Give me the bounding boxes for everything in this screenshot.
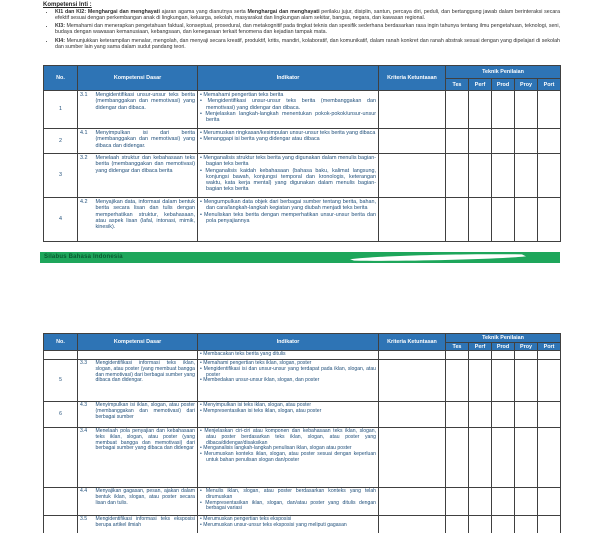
indikator-bullet: • Memahami pengertian teks berita <box>200 92 284 98</box>
indikator-bullet: • Membedakan unsur-unsur iklan, slogan, dan poster <box>200 377 320 384</box>
indikator-cell <box>198 402 379 428</box>
indikator-cell <box>198 516 379 533</box>
kd-number-cell <box>78 351 94 360</box>
teknik-cell <box>538 129 561 154</box>
teknik-cell <box>492 198 515 242</box>
teknik-cell <box>469 360 492 402</box>
table-row <box>44 360 561 402</box>
table-row <box>44 91 561 129</box>
teknik-cell <box>446 154 469 198</box>
kriteria-cell <box>379 351 446 360</box>
teknik-cell <box>515 198 538 242</box>
row-number-cell: 5 <box>44 360 78 402</box>
row-number-cell <box>44 516 78 533</box>
col-header-no: No. <box>44 66 78 91</box>
indikator-bullet: • Merumuskan ringkasan/kesimpulan unsur-unsur teks berita yang dibaca <box>200 130 376 136</box>
teknik-cell <box>492 428 515 488</box>
teknik-cell <box>515 360 538 402</box>
indikator-cell <box>198 198 379 242</box>
teknik-cell <box>538 351 561 360</box>
teknik-cell <box>469 488 492 516</box>
table-row <box>44 351 561 360</box>
indikator-bullet: • Mempresentasikan isi teks iklan, slogan, atau poster <box>200 407 322 414</box>
col-header-teknik-sub: Perf <box>469 79 492 91</box>
teknik-cell <box>538 488 561 516</box>
kd-text-cell <box>94 351 198 360</box>
teknik-cell <box>515 516 538 533</box>
teknik-cell <box>538 360 561 402</box>
indikator-bullet: • Menganalisis struktur teks berita yang digunakan dalam menulis bagian-bagian teks berita <box>200 155 376 168</box>
kompetensi-inti-item: • KI4: Menunjukkan keterampilan menalar, mengolah, dan menyaji secara kreatif, produktif, kritis, mandiri, kolaboratif, dan komunikatif, dalam ranah konkret dan ranah abstrak sesuai dengan yang dipelajari di sekolah dan sumber lain yang sama dalam sudut pandang teori. <box>55 39 560 50</box>
teknik-cell <box>515 129 538 154</box>
teknik-cell <box>492 91 515 129</box>
col-header-teknik-sub: Perf <box>469 343 492 351</box>
col-header-teknik-sub: Prod <box>492 79 515 91</box>
divider-bar-label: Silabus Bahasa Indonesia <box>44 254 123 260</box>
indikator-bullet: • Memahami pengertian teks iklan, slogan, poster <box>200 360 312 366</box>
col-header-kompetensi-dasar: Kompetensi Dasar <box>78 334 198 351</box>
swoosh-decoration-icon <box>348 253 528 262</box>
kriteria-cell <box>379 198 446 242</box>
table-row <box>44 129 561 154</box>
teknik-cell <box>492 351 515 360</box>
indikator-bullet: • Membacakan teks berita yang ditulis <box>200 351 286 357</box>
teknik-cell <box>492 129 515 154</box>
kd-number-cell: 4.2 <box>78 198 94 242</box>
row-number-cell: 1 <box>44 91 78 129</box>
kd-text-cell: Mengidentifikasi informasi teks iklan, slogan, atau poster (yang membuat bangga dan memotivasi) dari berbagai sumber yang dibaca dan didengar. <box>94 360 198 402</box>
col-header-indikator: Indikator <box>198 334 379 351</box>
teknik-cell <box>492 488 515 516</box>
teknik-cell <box>492 154 515 198</box>
teknik-cell <box>446 129 469 154</box>
kd-text-cell: Mengidentifikasi unsur-unsur teks berita (membanggakan dan memotivasi) yang didengar dan dibaca. <box>94 91 198 129</box>
row-number-cell: 6 <box>44 402 78 428</box>
indikator-cell <box>198 91 379 129</box>
kd-text-cell: Menelaah pola penyajian dan kebahasaan teks iklan, slogan, atau poster (yang membuat bangga dan memotivasi) dari berbagai sumber yang dibaca dan didengar <box>94 428 198 488</box>
indikator-cell <box>198 351 379 360</box>
indikator-bullet: • Merumuskan konteks iklan, slogan, atau poster sesuai dengan keperluan untuk bahan penulisan slogan dan/poster <box>200 451 376 463</box>
teknik-cell <box>446 360 469 402</box>
col-header-teknik-penilaian: Teknik Penilaian <box>446 66 561 79</box>
row-number-cell: 2 <box>44 129 78 154</box>
teknik-cell <box>469 91 492 129</box>
indikator-bullet: • Menulis iklan, slogan, atau poster berdasarkan konteks yang telah dirumuskan <box>200 488 376 500</box>
teknik-cell <box>469 129 492 154</box>
col-header-teknik-sub: Tes <box>446 79 469 91</box>
indikator-bullet: • Menanggapi isi berita yang didengar atau dibaca <box>200 136 320 143</box>
indikator-bullet: • Menuliskan teks berita dengan memperhatikan unsur-unsur berita dan pola penyajiannya <box>200 211 376 224</box>
kd-text-cell: Menelaah struktur dan kebahasaan teks berita (membanggakan dan memotivasi) yang didengar dan dibaca berita <box>94 154 198 198</box>
kd-text-cell: Menyimpulkan isi dari berita (membanggakan dan memotivasi) yang dibaca dan didengar. <box>94 129 198 154</box>
kd-number-cell: 3.5 <box>78 516 94 533</box>
col-header-kriteria-ketuntasan: Kriteria Ketuntasan <box>379 66 446 91</box>
row-number-cell: 4 <box>44 198 78 242</box>
col-header-kompetensi-dasar: Kompetensi Dasar <box>78 66 198 91</box>
teknik-cell <box>492 516 515 533</box>
kd-text-cell: Menyimpulkan isi iklan, slogan, atau poster (membanggakan dan memotivasi) dari berbagai sumber <box>94 402 198 428</box>
indikator-bullet: • Menganalisis kaidah kebahasaan (bahasa baku, kalimat langsung, konjungsi bawah, konjungsi temporal dan kronologis, keterangan waktu, kata kerja mental) yang digunakan dalam menulis bagian-bagian teks berita <box>200 167 376 193</box>
col-header-no: No. <box>44 334 78 351</box>
indikator-cell <box>198 488 379 516</box>
kriteria-cell <box>379 488 446 516</box>
col-header-kriteria-ketuntasan: Kriteria Ketuntasan <box>379 334 446 351</box>
indikator-bullet: • Menjelaskan langkah-langkah menentukan pokok-pokok/unsur-unsur berita <box>200 110 376 124</box>
kriteria-cell <box>379 91 446 129</box>
teknik-cell <box>538 154 561 198</box>
col-header-teknik-sub: Port <box>538 343 561 351</box>
teknik-cell <box>469 351 492 360</box>
teknik-cell <box>446 516 469 533</box>
kompetensi-inti-list <box>43 10 560 50</box>
teknik-cell <box>469 154 492 198</box>
teknik-cell <box>538 91 561 129</box>
row-number-cell <box>44 351 78 360</box>
kriteria-cell <box>379 402 446 428</box>
teknik-cell <box>446 402 469 428</box>
indikator-bullet: • Mempresentasikan iklan, slogan, dan/atau poster yang ditulis dengan berbagai variasi <box>200 499 376 512</box>
teknik-cell <box>446 488 469 516</box>
indikator-cell <box>198 154 379 198</box>
kompetensi-inti-item: • KI1 dan KI2: Menghargai dan menghayati ajaran agama yang dianutnya serta Menghargai dan menghayati perilaku jujur, disiplin, santun, percaya diri, peduli, dan bertanggung jawab dalam berinteraksi secara efektif sesuai dengan perkembangan anak di lingkungan, keluarga, sekolah, masyarakat dan lingkungan alam sekitar, bangsa, negara, dan kawasan regional. <box>55 10 560 21</box>
teknik-cell <box>492 402 515 428</box>
col-header-indikator: Indikator <box>198 66 379 91</box>
teknik-cell <box>492 360 515 402</box>
teknik-cell <box>446 351 469 360</box>
indikator-cell <box>198 428 379 488</box>
col-header-teknik-penilaian: Teknik Penilaian <box>446 334 561 343</box>
teknik-cell <box>515 402 538 428</box>
kd-number-cell: 3.2 <box>78 154 94 198</box>
table-row <box>44 488 561 516</box>
indikator-bullet: • Merumuskan unsur-unsur teks eksposisi yang meliputi gagasan <box>200 521 347 528</box>
col-header-teknik-sub: Port <box>538 79 561 91</box>
teknik-cell <box>446 198 469 242</box>
teknik-cell <box>538 402 561 428</box>
kd-number-cell: 3.3 <box>78 360 94 402</box>
teknik-cell <box>515 154 538 198</box>
kompetensi-inti-section <box>43 2 560 53</box>
teknik-cell <box>469 198 492 242</box>
kd-number-cell: 3.4 <box>78 428 94 488</box>
col-header-teknik-sub: Tes <box>446 343 469 351</box>
col-header-teknik-sub: Prod <box>492 343 515 351</box>
indikator-cell <box>198 360 379 402</box>
teknik-cell <box>538 516 561 533</box>
teknik-cell <box>538 428 561 488</box>
kriteria-cell <box>379 516 446 533</box>
indikator-bullet: • Mengumpulkan data objek dari berbagai sumber tentang berita, bahan, dan cara/langkah-langkah kegiatan yang diubah menjadi teks berita <box>200 199 376 212</box>
kd-text-cell: Menyajikan data, informasi dalam bentuk berita secara lisan dan tulis dengan memperhatikan struktur, kebahasaan, atau aspek lisan (lafal, intonasi, mimik, kinesik). <box>94 198 198 242</box>
indikator-bullet: • Mengidentifikasi isi dan unsur-unsur yang terdapat pada iklan, slogan, atau poster <box>200 365 376 378</box>
kd-text-cell: Mengidentifikasi informasi teks eksposisi berupa artikel ilmiah <box>94 516 198 533</box>
kriteria-cell <box>379 428 446 488</box>
teknik-cell <box>515 488 538 516</box>
col-header-teknik-sub: Proy <box>515 343 538 351</box>
teknik-cell <box>469 402 492 428</box>
silabus-table-berita <box>43 65 561 242</box>
indikator-bullet: • Mengidentifikasi unsur-unsur teks berita (membanggakan dan memotivasi) yang didengar dan dibaca. <box>200 98 376 111</box>
table-row <box>44 516 561 533</box>
indikator-bullet: • Menyimpulkan isi teks iklan, slogan, atau poster <box>200 402 312 408</box>
indikator-bullet: • Menjelaskan ciri-ciri atau komponen dan kebahasaan teks iklan, slogan, atau poster berdasarkan teks iklan, slogan, atau poster yang dibaca/didengar/disaksikan <box>200 428 376 446</box>
kompetensi-inti-item: • KI3: Memahami dan menerapkan pengetahuan faktual, konseptual, prosedural, dan metakognitif pada tingkat teknis dan spesifik sederhana berdasarkan rasa ingin tahunya tentang ilmu pengetahuan, teknologi, seni, budaya dengan wawasan kemanusiaan, kebangsaan, dan kenegaraan terkait fenomena dan kejadian tampak mata. <box>55 24 560 35</box>
table-row <box>44 402 561 428</box>
table-row <box>44 428 561 488</box>
table-row <box>44 154 561 198</box>
teknik-cell <box>515 428 538 488</box>
kd-number-cell: 4.1 <box>78 129 94 154</box>
teknik-cell <box>446 428 469 488</box>
kriteria-cell <box>379 129 446 154</box>
indikator-cell <box>198 129 379 154</box>
row-number-cell <box>44 488 78 516</box>
teknik-cell <box>469 428 492 488</box>
indikator-bullet: • Menganalisis langkah-langkah penulisan iklan, slogan atau poster <box>200 445 352 452</box>
teknik-cell <box>446 91 469 129</box>
kd-number-cell: 3.1 <box>78 91 94 129</box>
teknik-cell <box>469 516 492 533</box>
teknik-cell <box>515 91 538 129</box>
teknik-cell <box>538 198 561 242</box>
kd-number-cell: 4.4 <box>78 488 94 516</box>
indikator-bullet: • Merumuskan pengertian teks eksposisi <box>200 516 292 522</box>
table-row <box>44 198 561 242</box>
row-number-cell: 3 <box>44 154 78 198</box>
kriteria-cell <box>379 154 446 198</box>
kriteria-cell <box>379 360 446 402</box>
silabus-table-iklan-slogan-poster <box>43 333 561 533</box>
col-header-teknik-sub: Proy <box>515 79 538 91</box>
section-divider-bar <box>40 252 560 263</box>
teknik-cell <box>515 351 538 360</box>
kd-number-cell: 4.3 <box>78 402 94 428</box>
kd-text-cell: Menyajikan gagasan, pesan, ajakan dalam bentuk iklan, slogan, atau poster secara lisan dan tulis. <box>94 488 198 516</box>
row-number-cell <box>44 428 78 488</box>
kompetensi-inti-title: Kompetensi Inti : <box>43 2 92 8</box>
